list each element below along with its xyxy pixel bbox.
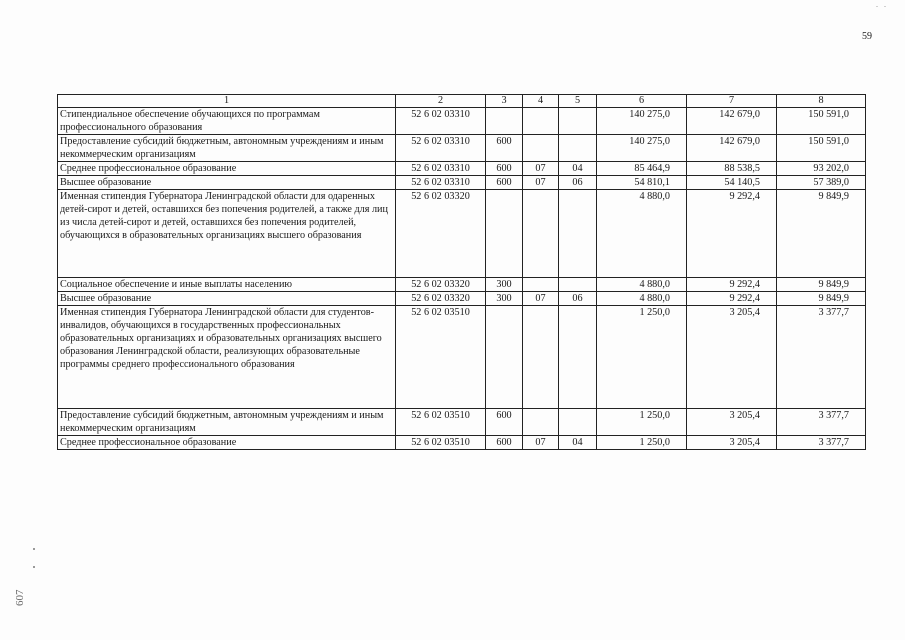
row-col8-value: 9 849,9: [777, 292, 866, 306]
row-code-cell: 52 6 02 03510: [396, 306, 486, 409]
row-col7-value: 142 679,0: [687, 135, 777, 162]
row-col6-value: 54 810,1: [597, 176, 687, 190]
header-col-3: 3: [486, 95, 523, 108]
row-col8-value: 3 377,7: [777, 409, 866, 436]
table-row: [58, 135, 866, 162]
row-col6-value: 4 880,0: [597, 292, 687, 306]
row-col6-value: 1 250,0: [597, 409, 687, 436]
row-name-cell: Социальное обеспечение и иные выплаты населению: [58, 278, 396, 292]
row-col8-value: 150 591,0: [777, 108, 866, 135]
row-code-cell: 52 6 02 03320: [396, 292, 486, 306]
row-col3-cell: 600: [486, 135, 523, 162]
row-col4-cell: 07: [523, 292, 559, 306]
row-col8-value: 9 849,9: [777, 278, 866, 292]
row-col7-value: 3 205,4: [687, 409, 777, 436]
row-col6-value: 4 880,0: [597, 190, 687, 278]
row-col4-cell: [523, 108, 559, 135]
table-row: [58, 409, 866, 436]
row-col6-value: 140 275,0: [597, 135, 687, 162]
table-row: [58, 176, 866, 190]
row-col4-cell: 07: [523, 436, 559, 450]
row-col6-value: 1 250,0: [597, 306, 687, 409]
row-col4-cell: [523, 306, 559, 409]
row-col5-cell: 06: [559, 292, 597, 306]
row-code-cell: 52 6 02 03320: [396, 278, 486, 292]
row-col6-value: 85 464,9: [597, 162, 687, 176]
row-col3-cell: 300: [486, 278, 523, 292]
header-col-2: 2: [396, 95, 486, 108]
table-row: [58, 436, 866, 450]
row-col5-cell: [559, 306, 597, 409]
header-col-7: 7: [687, 95, 777, 108]
header-col-8: 8: [777, 95, 866, 108]
row-name-cell: Среднее профессиональное образование: [58, 162, 396, 176]
row-col4-cell: [523, 135, 559, 162]
row-col4-cell: 07: [523, 162, 559, 176]
table-row: [58, 292, 866, 306]
row-col4-cell: [523, 409, 559, 436]
row-code-cell: 52 6 02 03310: [396, 162, 486, 176]
row-col8-value: 3 377,7: [777, 306, 866, 409]
table-header-row: [58, 95, 866, 108]
row-col5-cell: 04: [559, 162, 597, 176]
budget-table: [57, 94, 866, 450]
row-name-cell: Высшее образование: [58, 292, 396, 306]
row-col3-cell: 600: [486, 176, 523, 190]
row-col3-cell: [486, 190, 523, 278]
row-col6-value: 4 880,0: [597, 278, 687, 292]
row-col5-cell: 06: [559, 176, 597, 190]
row-name-cell: Предоставление субсидий бюджетным, автономным учреждениям и иным некоммерческим организациям: [58, 409, 396, 436]
header-col-4: 4: [523, 95, 559, 108]
row-col7-value: 3 205,4: [687, 306, 777, 409]
row-name-cell: Предоставление субсидий бюджетным, автономным учреждениям и иным некоммерческим организациям: [58, 135, 396, 162]
row-col8-value: 57 389,0: [777, 176, 866, 190]
margin-mark: [33, 566, 35, 568]
header-col-6: 6: [597, 95, 687, 108]
margin-stamp: 607: [14, 589, 26, 606]
page-number: 59: [862, 31, 872, 42]
row-col3-cell: 600: [486, 409, 523, 436]
row-code-cell: 52 6 02 03310: [396, 176, 486, 190]
row-col7-value: 9 292,4: [687, 292, 777, 306]
table-row: [58, 190, 866, 278]
table-body: [58, 95, 866, 450]
row-col5-cell: 04: [559, 436, 597, 450]
row-code-cell: 52 6 02 03310: [396, 135, 486, 162]
row-col8-value: 150 591,0: [777, 135, 866, 162]
row-code-cell: 52 6 02 03510: [396, 436, 486, 450]
row-name-cell: Именная стипендия Губернатора Ленинградской области для одаренных детей-сирот и детей, оставшихся без попечения родителей, а также для лиц из числа детей-сирот и детей, оставшихся без попечения родителей, обучающихся в образовательных организациях высшего образования: [58, 190, 396, 278]
row-col6-value: 1 250,0: [597, 436, 687, 450]
row-code-cell: 52 6 02 03510: [396, 409, 486, 436]
row-col8-value: 3 377,7: [777, 436, 866, 450]
row-col5-cell: [559, 409, 597, 436]
row-col3-cell: 600: [486, 162, 523, 176]
header-col-1: 1: [58, 95, 396, 108]
margin-mark: [33, 548, 35, 550]
row-name-cell: Высшее образование: [58, 176, 396, 190]
row-col3-cell: [486, 306, 523, 409]
row-col3-cell: 600: [486, 436, 523, 450]
row-col6-value: 140 275,0: [597, 108, 687, 135]
row-col7-value: 9 292,4: [687, 190, 777, 278]
edge-marks: . .: [876, 0, 888, 9]
row-col5-cell: [559, 190, 597, 278]
row-col7-value: 9 292,4: [687, 278, 777, 292]
row-col4-cell: [523, 190, 559, 278]
row-col7-value: 54 140,5: [687, 176, 777, 190]
row-col4-cell: [523, 278, 559, 292]
header-col-5: 5: [559, 95, 597, 108]
row-col7-value: 3 205,4: [687, 436, 777, 450]
row-col5-cell: [559, 278, 597, 292]
row-col8-value: 93 202,0: [777, 162, 866, 176]
row-name-cell: Стипендиальное обеспечение обучающихся по программам профессионального образования: [58, 108, 396, 135]
row-name-cell: Среднее профессиональное образование: [58, 436, 396, 450]
row-col5-cell: [559, 135, 597, 162]
table-row: [58, 278, 866, 292]
table-row: [58, 108, 866, 135]
row-col4-cell: 07: [523, 176, 559, 190]
row-code-cell: 52 6 02 03310: [396, 108, 486, 135]
row-code-cell: 52 6 02 03320: [396, 190, 486, 278]
row-col3-cell: [486, 108, 523, 135]
row-col7-value: 88 538,5: [687, 162, 777, 176]
row-col3-cell: 300: [486, 292, 523, 306]
table-row: [58, 162, 866, 176]
row-col5-cell: [559, 108, 597, 135]
row-col7-value: 142 679,0: [687, 108, 777, 135]
row-name-cell: Именная стипендия Губернатора Ленинградской области для студентов-инвалидов, обучающихся в государственных профессиональных образовательных организациях и образовательных организациях высшего образования Ленинградской области, реализующих образовательные программы среднего профессионального образования: [58, 306, 396, 409]
row-col8-value: 9 849,9: [777, 190, 866, 278]
table-row: [58, 306, 866, 409]
